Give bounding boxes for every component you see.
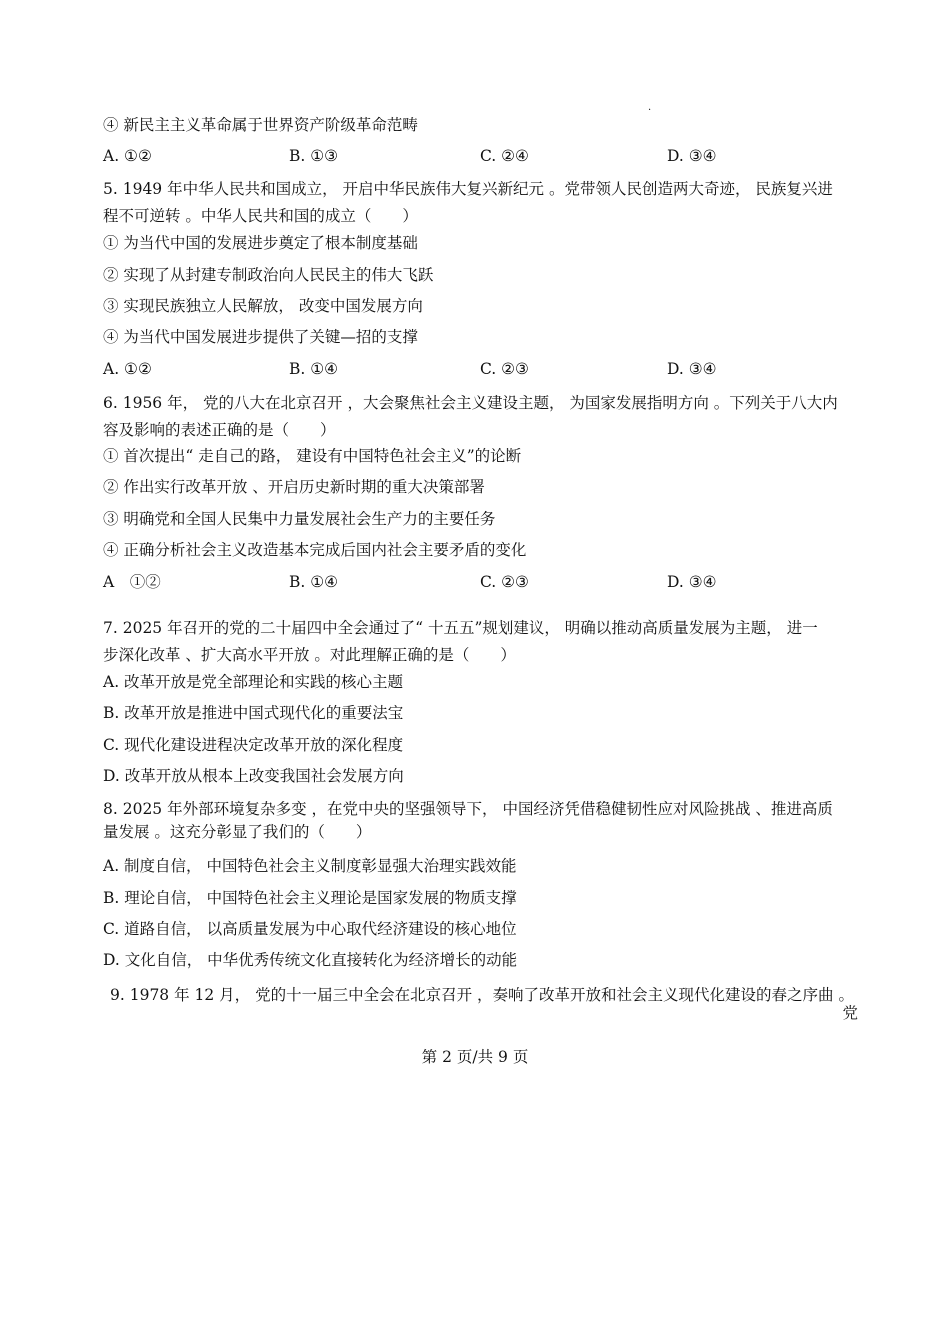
q6-option-c[interactable]: C. ②③ (480, 573, 529, 591)
q7-option-b[interactable]: B. 改革开放是推进中国式现代化的重要法宝 (103, 704, 404, 722)
q4-option-b[interactable]: B. ①③ (289, 147, 339, 165)
q5-item-3: ③ 实现民族独立人民解放， 改变中国发展方向 (103, 297, 423, 315)
q6-options (103, 572, 863, 592)
q6-option-a[interactable]: A ①② (103, 573, 161, 591)
q5-option-c[interactable]: C. ②③ (480, 360, 529, 378)
q8-option-b[interactable]: B. 理论自信， 中国特色社会主义理论是国家发展的物质支撑 (103, 889, 517, 907)
q5-stem-line2: 程不可逆转 。中华人民共和国的成立（ ） (103, 207, 418, 225)
q8-option-c[interactable]: C. 道路自信， 以高质量发展为中心取代经济建设的核心地位 (103, 920, 517, 938)
q5-option-a[interactable]: A. ①② (103, 360, 152, 378)
q5-option-b[interactable]: B. ①④ (289, 360, 339, 378)
q6-option-d[interactable]: D. ③④ (667, 573, 717, 591)
q4-option-c[interactable]: C. ②④ (480, 147, 529, 165)
q4-options (103, 146, 863, 166)
q6-stem-line2: 容及影响的表述正确的是（ ） (103, 421, 336, 439)
stray-mark: . (648, 102, 652, 113)
q4-option-d[interactable]: D. ③④ (667, 147, 717, 165)
q9-stem-line1: 9. 1978 年 12 月， 党的十一届三中全会在北京召开 ，奏响了改革开放和社会主义现代化建设的春之序曲 。 (110, 986, 854, 1004)
q5-option-d[interactable]: D. ③④ (667, 360, 717, 378)
q7-stem-line1: 7. 2025 年召开的党的二十届四中全会通过了“ 十五五”规划建议， 明确以推动高质量发展为主题， 进一 (103, 619, 818, 637)
q8-option-d[interactable]: D. 文化自信， 中华优秀传统文化直接转化为经济增长的动能 (103, 951, 518, 969)
q8-option-a[interactable]: A. 制度自信， 中国特色社会主义制度彰显强大治理实践效能 (103, 857, 517, 875)
q6-item-1: ① 首次提出“ 走自己的路， 建设有中国特色社会主义”的论断 (103, 447, 522, 465)
q5-stem-line1: 5. 1949 年中华人民共和国成立， 开启中华民族伟大复兴新纪元 。党带领人民创造两大奇迹， 民族复兴进 (103, 180, 833, 198)
q6-item-4: ④ 正确分析社会主义改造基本完成后国内社会主要矛盾的变化 (103, 541, 527, 559)
q7-option-a[interactable]: A. 改革开放是党全部理论和实践的核心主题 (103, 673, 404, 691)
q6-option-b[interactable]: B. ①④ (289, 573, 339, 591)
q5-item-2: ② 实现了从封建专制政治向人民民主的伟大飞跃 (103, 266, 434, 284)
q6-stem-line1: 6. 1956 年， 党的八大在北京召开 ，大会聚焦社会主义建设主题， 为国家发展指明方向 。下列关于八大内 (103, 394, 838, 412)
q8-stem-line2: 量发展 。这充分彰显了我们的（ ） (103, 823, 372, 841)
q9-stem-tail: 党 (842, 1004, 858, 1022)
q7-option-d[interactable]: D. 改革开放从根本上改变我国社会发展方向 (103, 767, 404, 785)
q7-stem-line2: 步深化改革 、扩大高水平开放 。对此理解正确的是（ ） (103, 646, 516, 664)
q6-item-3: ③ 明确党和全国人民集中力量发展社会生产力的主要任务 (103, 510, 496, 528)
q5-options (103, 359, 863, 379)
q4-item-4: ④ 新民主主义革命属于世界资产阶级革命范畴 (103, 116, 418, 134)
q4-option-a[interactable]: A. ①② (103, 147, 152, 165)
q5-item-4: ④ 为当代中国发展进步提供了关键—招的支撑 (103, 328, 418, 346)
q6-item-2: ② 作出实行改革开放 、开启历史新时期的重大决策部署 (103, 478, 485, 496)
q8-stem-line1: 8. 2025 年外部环境复杂多变 ，在党中央的坚强领导下， 中国经济凭借稳健韧性应对风险挑战 、推进高质 (103, 800, 833, 818)
q7-option-c[interactable]: C. 现代化建设进程决定改革开放的深化程度 (103, 736, 404, 754)
q5-item-1: ① 为当代中国的发展进步奠定了根本制度基础 (103, 234, 418, 252)
page-number: 第 2 页/共 9 页 (421, 1048, 529, 1066)
